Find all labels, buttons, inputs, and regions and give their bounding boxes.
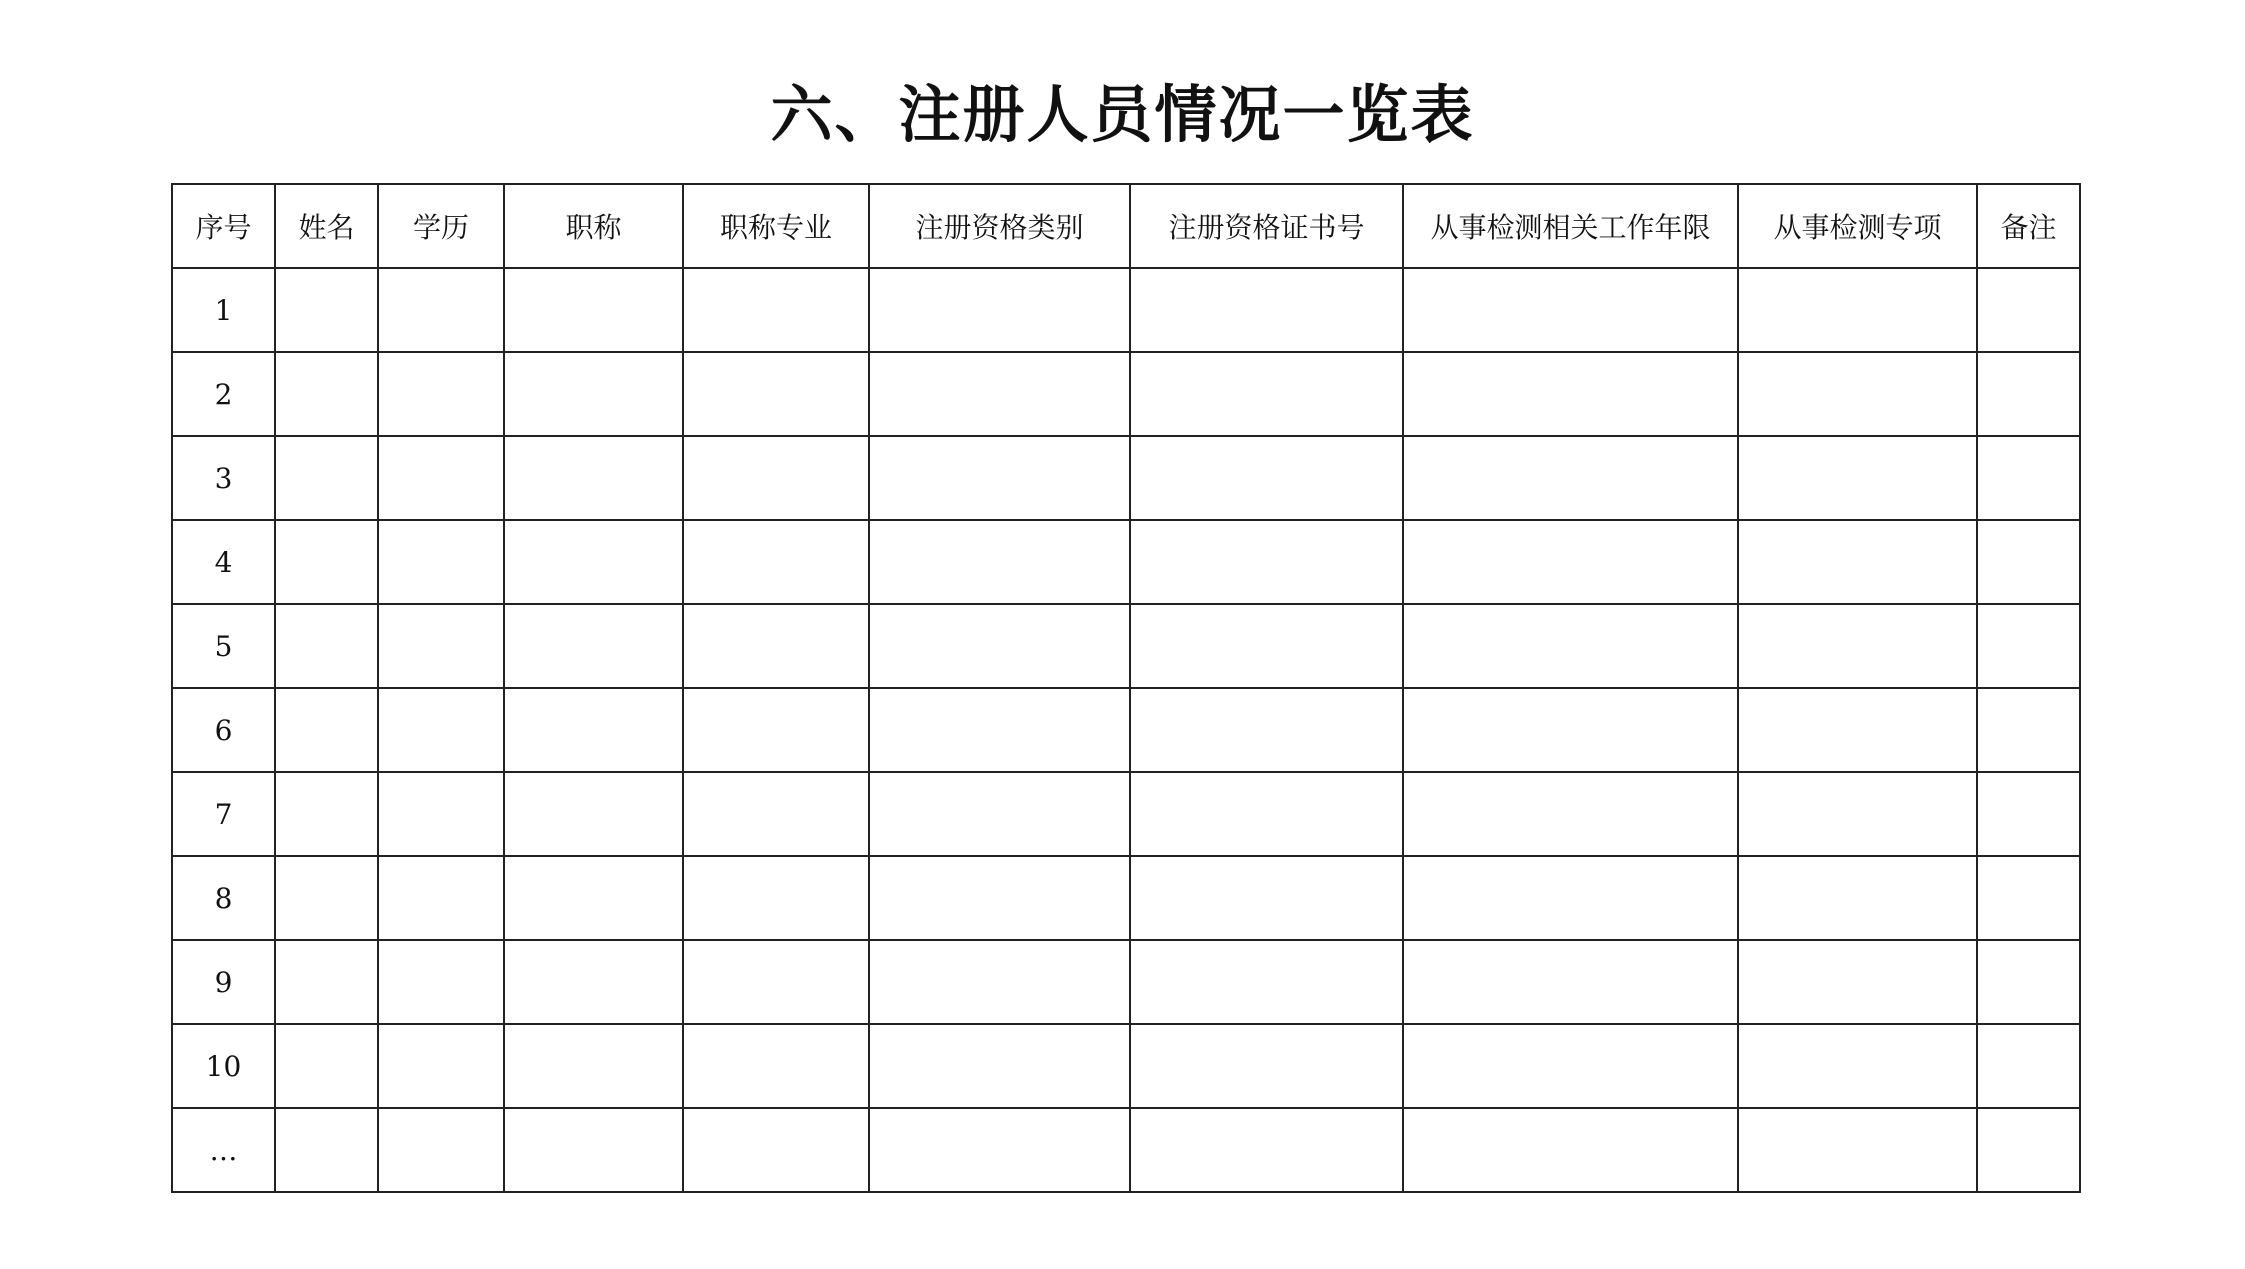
title-specialty-cell[interactable] [683, 604, 869, 688]
header-professional-title: 职称 [504, 184, 683, 268]
header-remarks: 备注 [1977, 184, 2080, 268]
remarks-cell[interactable] [1977, 772, 2080, 856]
certificate-number-cell[interactable] [1130, 1024, 1403, 1108]
certificate-number-cell[interactable] [1130, 520, 1403, 604]
table-row [172, 520, 2080, 604]
title-specialty-cell[interactable] [683, 520, 869, 604]
years-of-experience-cell[interactable] [1403, 436, 1738, 520]
certificate-number-cell[interactable] [1130, 772, 1403, 856]
name-cell[interactable] [275, 436, 378, 520]
years-of-experience-cell[interactable] [1403, 268, 1738, 352]
years-of-experience-cell[interactable] [1403, 772, 1738, 856]
header-title-specialty: 职称专业 [683, 184, 869, 268]
table-row [172, 604, 2080, 688]
table-row [172, 1108, 2080, 1192]
name-cell[interactable] [275, 1024, 378, 1108]
name-cell[interactable] [275, 520, 378, 604]
remarks-cell[interactable] [1977, 352, 2080, 436]
testing-specialty-cell[interactable] [1738, 688, 1977, 772]
name-cell[interactable] [275, 268, 378, 352]
name-cell[interactable] [275, 352, 378, 436]
row-number-cell: 3 [172, 436, 275, 520]
testing-specialty-cell[interactable] [1738, 268, 1977, 352]
name-cell[interactable] [275, 604, 378, 688]
testing-specialty-cell[interactable] [1738, 772, 1977, 856]
education-cell[interactable] [378, 772, 504, 856]
registration-category-cell[interactable] [869, 940, 1130, 1024]
remarks-cell[interactable] [1977, 856, 2080, 940]
testing-specialty-cell[interactable] [1738, 436, 1977, 520]
title-specialty-cell[interactable] [683, 1024, 869, 1108]
name-cell[interactable] [275, 1108, 378, 1192]
table-row [172, 436, 2080, 520]
years-of-experience-cell[interactable] [1403, 1024, 1738, 1108]
row-number-cell: 7 [172, 772, 275, 856]
professional-title-cell[interactable] [504, 856, 683, 940]
name-cell[interactable] [275, 940, 378, 1024]
registration-category-cell[interactable] [869, 856, 1130, 940]
row-number-cell: 1 [172, 268, 275, 352]
education-cell[interactable] [378, 520, 504, 604]
certificate-number-cell[interactable] [1130, 856, 1403, 940]
table-row [172, 1024, 2080, 1108]
title-specialty-cell[interactable] [683, 268, 869, 352]
header-education: 学历 [378, 184, 504, 268]
remarks-cell[interactable] [1977, 604, 2080, 688]
page-title: 六、注册人员情况一览表 [770, 78, 1475, 151]
registration-category-cell[interactable] [869, 352, 1130, 436]
education-cell[interactable] [378, 856, 504, 940]
remarks-cell[interactable] [1977, 520, 2080, 604]
name-cell[interactable] [275, 772, 378, 856]
table-row [172, 772, 2080, 856]
registration-category-cell[interactable] [869, 604, 1130, 688]
registration-category-cell[interactable] [869, 1108, 1130, 1192]
title-specialty-cell[interactable] [683, 436, 869, 520]
title-specialty-cell[interactable] [683, 688, 869, 772]
testing-specialty-cell[interactable] [1738, 520, 1977, 604]
title-specialty-cell[interactable] [683, 772, 869, 856]
years-of-experience-cell[interactable] [1403, 520, 1738, 604]
remarks-cell[interactable] [1977, 1024, 2080, 1108]
education-cell[interactable] [378, 436, 504, 520]
title-specialty-cell[interactable] [683, 1108, 869, 1192]
header-registration-category: 注册资格类别 [869, 184, 1130, 268]
education-cell[interactable] [378, 604, 504, 688]
years-of-experience-cell[interactable] [1403, 1108, 1738, 1192]
table-header-row [172, 184, 2080, 268]
certificate-number-cell[interactable] [1130, 436, 1403, 520]
registration-category-cell[interactable] [869, 520, 1130, 604]
remarks-cell[interactable] [1977, 436, 2080, 520]
professional-title-cell[interactable] [504, 688, 683, 772]
testing-specialty-cell[interactable] [1738, 1108, 1977, 1192]
table-row [172, 352, 2080, 436]
registered-personnel-table [171, 183, 2081, 1193]
table-body [172, 268, 2080, 1192]
years-of-experience-cell[interactable] [1403, 940, 1738, 1024]
name-cell[interactable] [275, 856, 378, 940]
row-number-cell: 4 [172, 520, 275, 604]
testing-specialty-cell[interactable] [1738, 352, 1977, 436]
remarks-cell[interactable] [1977, 688, 2080, 772]
education-cell[interactable] [378, 940, 504, 1024]
remarks-cell[interactable] [1977, 268, 2080, 352]
title-specialty-cell[interactable] [683, 856, 869, 940]
registration-category-cell[interactable] [869, 1024, 1130, 1108]
row-number-cell: 6 [172, 688, 275, 772]
table-row [172, 940, 2080, 1024]
testing-specialty-cell[interactable] [1738, 856, 1977, 940]
education-cell[interactable] [378, 268, 504, 352]
remarks-cell[interactable] [1977, 940, 2080, 1024]
testing-specialty-cell[interactable] [1738, 1024, 1977, 1108]
years-of-experience-cell[interactable] [1403, 688, 1738, 772]
certificate-number-cell[interactable] [1130, 1108, 1403, 1192]
registration-category-cell[interactable] [869, 688, 1130, 772]
table-row [172, 856, 2080, 940]
testing-specialty-cell[interactable] [1738, 940, 1977, 1024]
professional-title-cell[interactable] [504, 436, 683, 520]
years-of-experience-cell[interactable] [1403, 604, 1738, 688]
professional-title-cell[interactable] [504, 1108, 683, 1192]
professional-title-cell[interactable] [504, 268, 683, 352]
education-cell[interactable] [378, 1024, 504, 1108]
education-cell[interactable] [378, 1108, 504, 1192]
row-number-cell: … [172, 1108, 275, 1192]
years-of-experience-cell[interactable] [1403, 352, 1738, 436]
professional-title-cell[interactable] [504, 520, 683, 604]
registration-category-cell[interactable] [869, 436, 1130, 520]
title-specialty-cell[interactable] [683, 940, 869, 1024]
testing-specialty-cell[interactable] [1738, 604, 1977, 688]
row-number-cell: 2 [172, 352, 275, 436]
row-number-cell: 10 [172, 1024, 275, 1108]
row-number-cell: 5 [172, 604, 275, 688]
header-years-of-experience: 从事检测相关工作年限 [1403, 184, 1738, 268]
certificate-number-cell[interactable] [1130, 688, 1403, 772]
certificate-number-cell[interactable] [1130, 940, 1403, 1024]
professional-title-cell[interactable] [504, 604, 683, 688]
education-cell[interactable] [378, 688, 504, 772]
professional-title-cell[interactable] [504, 352, 683, 436]
header-testing-specialty: 从事检测专项 [1738, 184, 1977, 268]
row-number-cell: 8 [172, 856, 275, 940]
years-of-experience-cell[interactable] [1403, 856, 1738, 940]
remarks-cell[interactable] [1977, 1108, 2080, 1192]
row-number-cell: 9 [172, 940, 275, 1024]
header-certificate-number: 注册资格证书号 [1130, 184, 1403, 268]
name-cell[interactable] [275, 688, 378, 772]
registration-category-cell[interactable] [869, 772, 1130, 856]
certificate-number-cell[interactable] [1130, 352, 1403, 436]
certificate-number-cell[interactable] [1130, 604, 1403, 688]
education-cell[interactable] [378, 352, 504, 436]
table-row [172, 268, 2080, 352]
certificate-number-cell[interactable] [1130, 268, 1403, 352]
title-specialty-cell[interactable] [683, 352, 869, 436]
header-serial-number: 序号 [172, 184, 275, 268]
registration-category-cell[interactable] [869, 268, 1130, 352]
professional-title-cell[interactable] [504, 1024, 683, 1108]
table-row [172, 688, 2080, 772]
professional-title-cell[interactable] [504, 940, 683, 1024]
professional-title-cell[interactable] [504, 772, 683, 856]
header-name: 姓名 [275, 184, 378, 268]
